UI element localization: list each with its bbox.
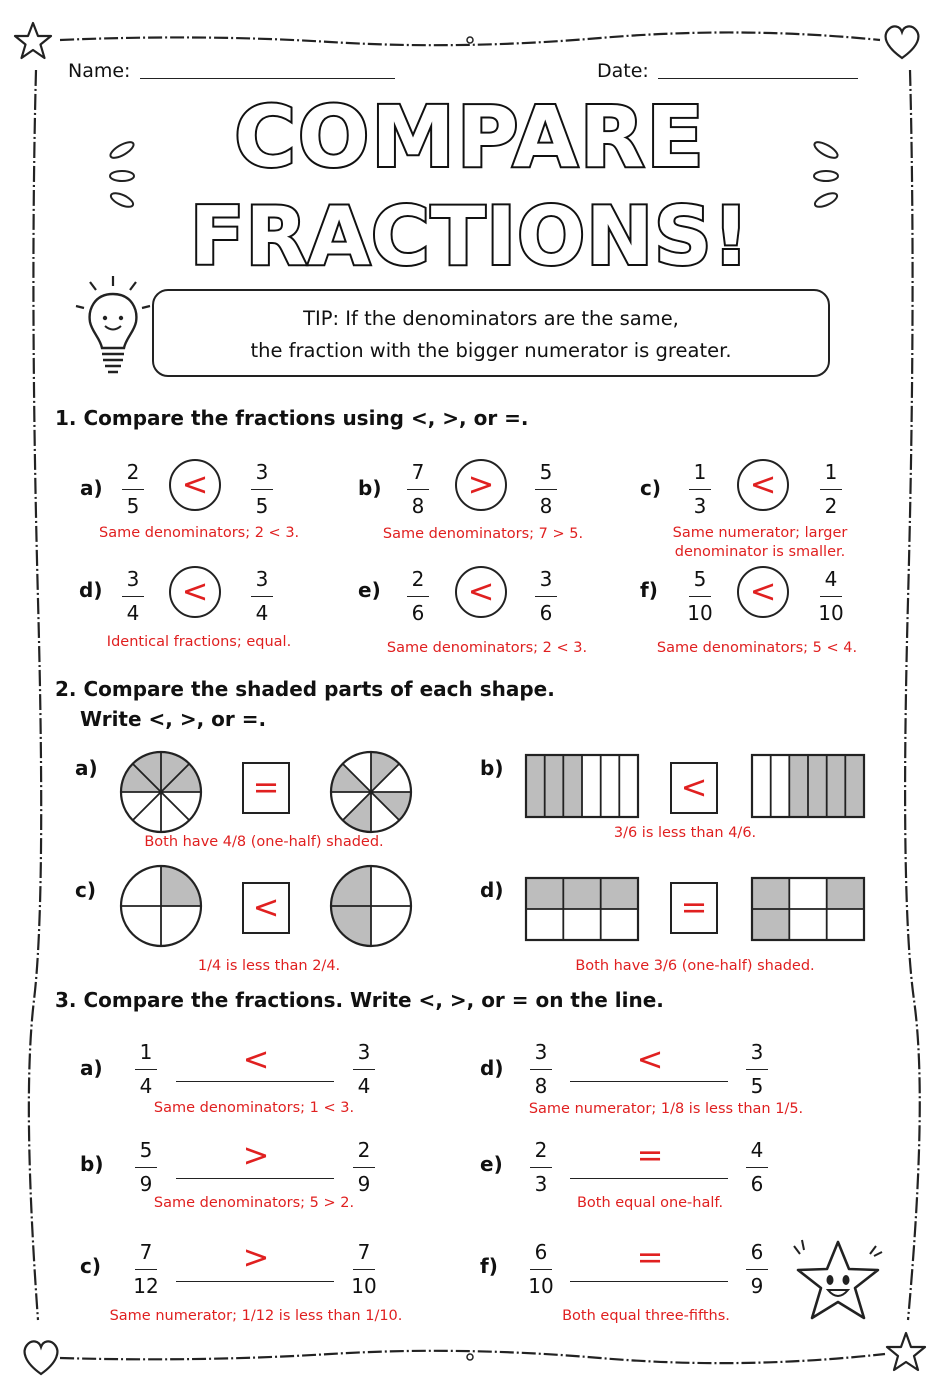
fraction-right: 5 8	[526, 460, 566, 518]
circle-eighths-shape	[118, 749, 204, 835]
bar-sixths-shape	[524, 753, 640, 819]
explanation-note: Same denominators; 1 < 3.	[153, 1100, 355, 1116]
answer-symbol: <	[242, 1040, 270, 1078]
item-label: e)	[480, 1152, 503, 1176]
name-field[interactable]	[140, 78, 395, 79]
answer-line[interactable]	[570, 1081, 728, 1082]
heart-icon	[18, 1334, 64, 1378]
fraction-left: 5 10	[687, 567, 713, 625]
star-icon	[884, 1330, 928, 1374]
explanation-note: Identical fractions; equal.	[106, 634, 292, 650]
answer-line[interactable]	[176, 1178, 334, 1179]
heart-icon	[880, 20, 924, 62]
answer-circle[interactable]: <	[737, 566, 789, 618]
title-line2: FRACTIONS!	[189, 190, 751, 278]
answer-line[interactable]	[176, 1081, 334, 1082]
tip-box	[152, 289, 830, 377]
name-label: Name:	[68, 60, 131, 82]
answer-symbol: =	[636, 1136, 664, 1174]
answer-circle[interactable]: <	[737, 459, 789, 511]
explanation-note: Same denominators; 2 < 3.	[386, 640, 588, 656]
explanation-note: Same denominators; 7 > 5.	[382, 526, 584, 542]
date-label: Date:	[597, 60, 649, 82]
fraction-left: 5 9	[126, 1138, 166, 1196]
explanation-note: Same numerator; 1/12 is less than 1/10.	[109, 1308, 403, 1324]
item-label: b)	[358, 476, 382, 500]
circle-quarters-shape	[118, 863, 204, 949]
explanation-note: Same numerator; larger	[672, 525, 848, 541]
fraction-right: 3 4	[242, 567, 282, 625]
fraction-right: 3 4	[344, 1040, 384, 1098]
answer-box[interactable]: <	[242, 882, 290, 934]
fraction-right: 3 6	[526, 567, 566, 625]
page-title	[150, 88, 790, 278]
fraction-left: 1 3	[680, 460, 720, 518]
answer-line[interactable]	[570, 1178, 728, 1179]
grid-sixths-shape	[750, 876, 866, 942]
explanation-note: Both equal one-half.	[576, 1195, 724, 1211]
explanation-note: Both equal three-fifths.	[562, 1308, 730, 1324]
fraction-right: 3 5	[242, 460, 282, 518]
item-label: b)	[480, 756, 504, 780]
explanation-note-cont: denominator is smaller.	[674, 544, 846, 560]
section3-heading: 3. Compare the fractions. Write <, >, or = on the line.	[55, 988, 664, 1012]
answer-circle[interactable]: <	[169, 566, 221, 618]
answer-box[interactable]: <	[670, 762, 718, 814]
explanation-note: Same denominators; 5 < 4.	[656, 640, 858, 656]
explanation-note: 1/4 is less than 2/4.	[197, 958, 341, 974]
item-label: c)	[80, 1254, 101, 1278]
tip-line2: the fraction with the bigger numerator is greater.	[250, 339, 732, 362]
fraction-left: 1 4	[126, 1040, 166, 1098]
fraction-right: 1 2	[811, 460, 851, 518]
date-field[interactable]	[658, 78, 858, 79]
section2-heading: 2. Compare the shaded parts of each shape.	[55, 677, 555, 701]
answer-line[interactable]	[570, 1281, 728, 1282]
lightbulb-icon	[70, 270, 156, 386]
answer-symbol: <	[636, 1040, 664, 1078]
fraction-right: 2 9	[344, 1138, 384, 1196]
explanation-note: Same numerator; 1/8 is less than 1/5.	[528, 1101, 804, 1117]
explanation-note: 3/6 is less than 4/6.	[613, 825, 757, 841]
item-label: f)	[640, 578, 658, 602]
answer-box[interactable]: =	[242, 762, 290, 814]
section2-subheading: Write <, >, or =.	[80, 707, 267, 731]
smiling-star-icon	[782, 1232, 894, 1332]
fraction-right: 7 10	[351, 1240, 377, 1298]
item-label: c)	[75, 878, 96, 902]
fraction-right: 4 6	[737, 1138, 777, 1196]
fraction-left: 2 3	[521, 1138, 561, 1196]
bar-sixths-shape	[750, 753, 866, 819]
answer-circle[interactable]: <	[169, 459, 221, 511]
explanation-note: Both have 3/6 (one-half) shaded.	[575, 958, 815, 974]
item-label: a)	[75, 756, 98, 780]
item-label: c)	[640, 476, 661, 500]
item-label: d)	[480, 878, 504, 902]
fraction-right: 6 9	[737, 1240, 777, 1298]
answer-symbol: =	[636, 1238, 664, 1276]
answer-symbol: >	[242, 1238, 270, 1276]
item-label: d)	[480, 1056, 504, 1080]
fraction-left: 7 12	[133, 1240, 159, 1298]
section1-heading: 1. Compare the fractions using <, >, or =.	[55, 406, 529, 430]
item-label: b)	[80, 1152, 104, 1176]
fraction-right: 3 5	[737, 1040, 777, 1098]
sparkle-marks-icon	[100, 130, 150, 220]
explanation-note: Same denominators; 2 < 3.	[99, 525, 300, 541]
answer-circle[interactable]: <	[455, 566, 507, 618]
item-label: a)	[80, 476, 103, 500]
grid-sixths-shape	[524, 876, 640, 942]
fraction-left: 2 5	[113, 460, 153, 518]
explanation-note: Same denominators; 5 > 2.	[153, 1195, 355, 1211]
answer-symbol: >	[242, 1136, 270, 1174]
fraction-left: 2 6	[398, 567, 438, 625]
fraction-left: 7 8	[398, 460, 438, 518]
answer-box[interactable]: =	[670, 882, 718, 934]
circle-eighths-shape	[328, 749, 414, 835]
star-icon	[12, 20, 54, 62]
answer-circle[interactable]: >	[455, 459, 507, 511]
item-label: e)	[358, 578, 381, 602]
answer-line[interactable]	[176, 1281, 334, 1282]
circle-quarters-shape	[328, 863, 414, 949]
item-label: f)	[480, 1254, 498, 1278]
tip-line1: TIP: If the denominators are the same,	[303, 307, 679, 330]
sparkle-marks-icon	[800, 130, 850, 220]
item-label: d)	[79, 578, 103, 602]
fraction-left: 3 8	[521, 1040, 561, 1098]
fraction-left: 3 4	[113, 567, 153, 625]
title-line1: COMPARE	[234, 88, 706, 186]
fraction-right: 4 10	[818, 567, 844, 625]
fraction-left: 6 10	[528, 1240, 554, 1298]
explanation-note: Both have 4/8 (one-half) shaded.	[144, 834, 384, 850]
item-label: a)	[80, 1056, 103, 1080]
